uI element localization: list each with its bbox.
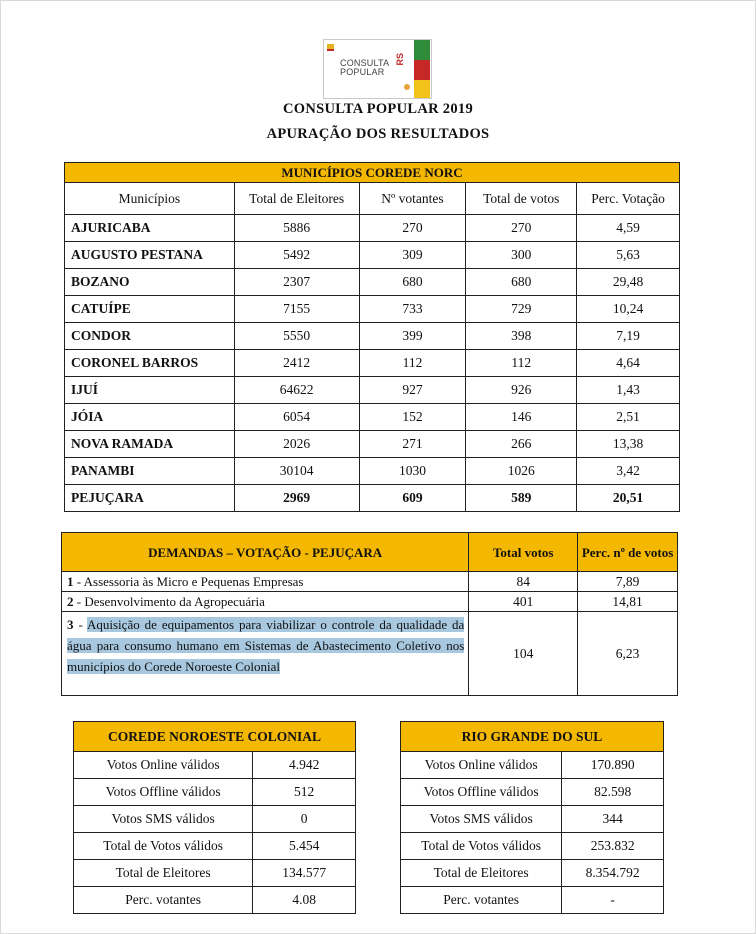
table-cell: 300 (466, 242, 577, 269)
municipio-name: IJUÍ (65, 377, 235, 404)
table-row (74, 833, 356, 860)
summary-value: 134.577 (253, 860, 356, 887)
municipio-name: AUGUSTO PESTANA (65, 242, 235, 269)
selected-text-highlight[interactable]: Aquisição de equipamentos para viabilizar o controle da qualidade da água para consumo humano em Sistemas de Abastecimento Coletivo nos municípios do Corede Noroeste Colonial (67, 617, 465, 674)
summary-value: 512 (253, 779, 356, 806)
table-row (65, 350, 680, 377)
rs-summary-table (400, 721, 664, 914)
column-header: Perc. Votação (577, 183, 680, 215)
table-row (74, 887, 356, 914)
summary-value: 170.890 (562, 752, 664, 779)
summary-label: Total de Eleitores (74, 860, 253, 887)
table-cell: 112 (466, 350, 577, 377)
summary-label: Total de Votos válidos (74, 833, 253, 860)
table-cell: 270 (466, 215, 577, 242)
table-cell: 6054 (234, 404, 359, 431)
consulta-popular-logo (323, 39, 432, 99)
table-cell: 1026 (466, 458, 577, 485)
summary-value: 8.354.792 (562, 860, 664, 887)
table-cell: 10,24 (577, 296, 680, 323)
corede-summary-table (73, 721, 356, 914)
summary-label: Votos Offline válidos (401, 779, 562, 806)
table-cell: 2307 (234, 269, 359, 296)
table-row (65, 215, 680, 242)
logo-line1: CONSULTA (340, 58, 390, 68)
table-row (65, 431, 680, 458)
column-header: Municípios (65, 183, 235, 215)
summary-label: Total de Eleitores (401, 860, 562, 887)
demandas-table (61, 532, 678, 696)
summary-label: Total de Votos válidos (401, 833, 562, 860)
column-header: Total de votos (466, 183, 577, 215)
table-row (74, 752, 356, 779)
table-cell: 5550 (234, 323, 359, 350)
municipio-name: CORONEL BARROS (65, 350, 235, 377)
table-cell: 680 (359, 269, 466, 296)
table-cell: 2,51 (577, 404, 680, 431)
table-cell: 2412 (234, 350, 359, 377)
table-cell: 13,38 (577, 431, 680, 458)
table-cell: 5,63 (577, 242, 680, 269)
logo-rs: RS (395, 53, 405, 66)
municipios-table-title: MUNICÍPIOS COREDE NORC (65, 163, 680, 183)
summary-value: 82.598 (562, 779, 664, 806)
table-cell: 399 (359, 323, 466, 350)
summary-label: Perc. votantes (74, 887, 253, 914)
municipio-name: BOZANO (65, 269, 235, 296)
table-row (74, 860, 356, 887)
summary-label: Votos Online válidos (401, 752, 562, 779)
table-row (65, 296, 680, 323)
demandas-col-votos: Total votos (469, 533, 578, 572)
summary-label: Votos Offline válidos (74, 779, 253, 806)
demandas-title: DEMANDAS – VOTAÇÃO - PEJUÇARA (62, 533, 469, 572)
summary-value: 4.942 (253, 752, 356, 779)
table-cell: 589 (466, 485, 577, 512)
table-cell: 266 (466, 431, 577, 458)
table-cell: 680 (466, 269, 577, 296)
table-cell: 112 (359, 350, 466, 377)
summary-label: Perc. votantes (401, 887, 562, 914)
demanda-votos: 84 (469, 572, 578, 592)
table-cell: 5492 (234, 242, 359, 269)
municipio-name: CATUÍPE (65, 296, 235, 323)
table-row (401, 860, 664, 887)
municipio-name: PANAMBI (65, 458, 235, 485)
table-row (65, 323, 680, 350)
table-cell: 7155 (234, 296, 359, 323)
table-row (74, 779, 356, 806)
table-row (401, 887, 664, 914)
summary-value: 5.454 (253, 833, 356, 860)
table-row (401, 806, 664, 833)
table-row (65, 458, 680, 485)
table-cell: 729 (466, 296, 577, 323)
summary-label: Votos SMS válidos (401, 806, 562, 833)
summary-value: 344 (562, 806, 664, 833)
table-row (65, 485, 680, 512)
table-cell: 733 (359, 296, 466, 323)
summary-label: Votos SMS válidos (74, 806, 253, 833)
table-row (74, 806, 356, 833)
summary-value: 0 (253, 806, 356, 833)
table-cell: 146 (466, 404, 577, 431)
demanda-perc: 7,89 (578, 572, 678, 592)
column-header: Nº votantes (359, 183, 466, 215)
table-cell: 152 (359, 404, 466, 431)
municipio-name: NOVA RAMADA (65, 431, 235, 458)
summary-value: 253.832 (562, 833, 664, 860)
corede-summary-title: COREDE NOROESTE COLONIAL (74, 722, 356, 752)
demanda-item: 2 - Desenvolvimento da Agropecuária (62, 592, 469, 612)
demanda-votos: 401 (469, 592, 578, 612)
demanda-votos: 104 (469, 612, 578, 696)
table-row (65, 404, 680, 431)
table-cell: 64622 (234, 377, 359, 404)
table-cell: 398 (466, 323, 577, 350)
summary-label: Votos Online válidos (74, 752, 253, 779)
demanda-item-selected[interactable]: 3 - Aquisição de equipamentos para viabilizar o controle da qualidade da água para consumo humano em Sistemas de Abastecimento Coletivo nos municípios do Corede Noroeste Colonial (62, 612, 469, 696)
column-header: Total de Eleitores (234, 183, 359, 215)
summary-value: - (562, 887, 664, 914)
municipio-name: AJURICABA (65, 215, 235, 242)
table-cell: 271 (359, 431, 466, 458)
table-cell: 20,51 (577, 485, 680, 512)
table-cell: 309 (359, 242, 466, 269)
table-cell: 5886 (234, 215, 359, 242)
municipio-name: JÓIA (65, 404, 235, 431)
logo-mark-icon (327, 44, 334, 51)
page-subtitle: APURAÇÃO DOS RESULTADOS (266, 126, 490, 142)
table-row (65, 269, 680, 296)
logo-line2: POPULAR (340, 67, 385, 77)
table-cell: 1,43 (577, 377, 680, 404)
municipios-table (64, 162, 680, 512)
table-cell: 4,64 (577, 350, 680, 377)
table-row (401, 752, 664, 779)
table-row (401, 833, 664, 860)
table-cell: 29,48 (577, 269, 680, 296)
rs-summary-title: RIO GRANDE DO SUL (401, 722, 664, 752)
municipios-header-row (65, 183, 680, 215)
table-cell: 30104 (234, 458, 359, 485)
demanda-perc: 6,23 (578, 612, 678, 696)
summary-value: 4.08 (253, 887, 356, 914)
table-cell: 3,42 (577, 458, 680, 485)
rs-flag-icon (414, 40, 430, 98)
logo-dot-icon (404, 84, 410, 90)
page-title: CONSULTA POPULAR 2019 (283, 101, 473, 117)
demandas-col-perc: Perc. nº de votos (578, 533, 678, 572)
table-row (401, 779, 664, 806)
table-cell: 4,59 (577, 215, 680, 242)
municipio-name: PEJUÇARA (65, 485, 235, 512)
table-row (65, 242, 680, 269)
table-cell: 2026 (234, 431, 359, 458)
table-row (65, 377, 680, 404)
demanda-perc: 14,81 (578, 592, 678, 612)
table-cell: 927 (359, 377, 466, 404)
table-cell: 2969 (234, 485, 359, 512)
table-cell: 7,19 (577, 323, 680, 350)
demanda-item: 1 - Assessoria às Micro e Pequenas Empresas (62, 572, 469, 592)
table-cell: 270 (359, 215, 466, 242)
table-cell: 926 (466, 377, 577, 404)
logo-text (340, 59, 389, 77)
table-cell: 1030 (359, 458, 466, 485)
table-cell: 609 (359, 485, 466, 512)
municipio-name: CONDOR (65, 323, 235, 350)
